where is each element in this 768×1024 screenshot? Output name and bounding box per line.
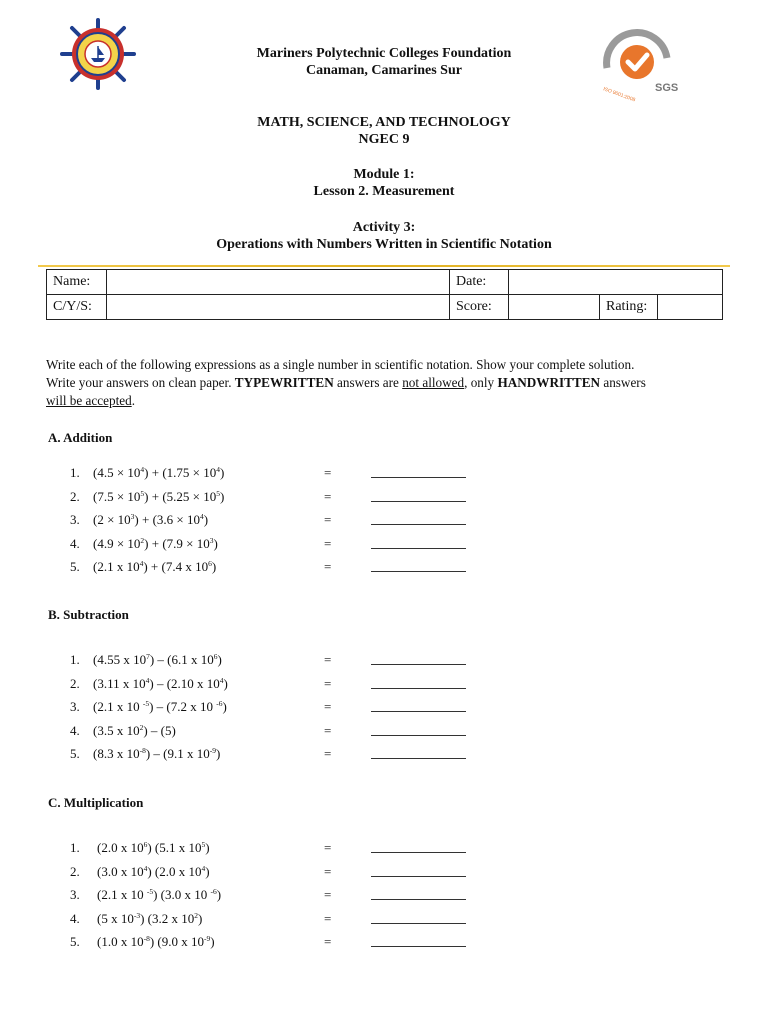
equals-sign: = xyxy=(324,465,332,480)
typewritten-emphasis: TYPEWRITTEN xyxy=(234,375,334,390)
answer-blank[interactable] xyxy=(371,711,466,712)
exercise-item xyxy=(0,864,768,882)
answer-blank[interactable] xyxy=(371,548,466,549)
exponent: 2 xyxy=(194,910,199,920)
instruction-text: answers xyxy=(600,375,646,390)
score-field[interactable] xyxy=(509,295,600,320)
answer-blank[interactable] xyxy=(371,477,466,478)
exponent: 4 xyxy=(145,675,150,685)
answer-blank[interactable] xyxy=(371,946,466,947)
answer-blank[interactable] xyxy=(371,876,466,877)
exponent: -9 xyxy=(204,934,211,944)
equals-sign: = xyxy=(324,910,332,926)
exponent: -9 xyxy=(209,746,217,756)
expression: $(4.5 \times 10^4) + (1.75 \times 10^4)$ xyxy=(93,465,225,480)
equals-sign: = xyxy=(324,887,332,903)
exponent: 3 xyxy=(130,512,135,522)
not-allowed-emphasis: not allowed xyxy=(402,375,465,390)
exponent: 4 xyxy=(139,559,144,569)
item-number: 2. xyxy=(70,488,80,504)
answer-blank[interactable] xyxy=(371,664,466,665)
course-code: NGEC 9 xyxy=(358,132,410,147)
item-number: 1. xyxy=(70,652,80,667)
section-title: B. Subtraction xyxy=(48,607,129,622)
answer-blank[interactable] xyxy=(371,899,466,900)
exponent: -3 xyxy=(133,910,141,920)
expression: (2.0 x $10^6$) (5.1 x $10^5$) xyxy=(97,840,210,855)
expression: (3.11 x $10^4) - (2.10$ x $10^4$) xyxy=(93,675,228,691)
item-number: 4. xyxy=(70,535,80,551)
expression: $(4.9 \times 10^2) + (7.9 \times 10^3)$ xyxy=(93,535,218,551)
instruction-line-3 xyxy=(46,392,736,410)
date-label: Date: xyxy=(450,270,509,295)
rating-label: Rating: xyxy=(600,295,658,320)
item-number: 2. xyxy=(70,675,80,691)
item-number: 2. xyxy=(70,863,80,879)
item-number: 1. xyxy=(70,840,80,855)
expression: (1.0 x $10^{-8}$) (9.0 x $10^{-9}$) xyxy=(97,934,215,950)
exponent: 3 xyxy=(209,535,214,545)
item-number: 3. xyxy=(70,887,80,903)
exercise-item xyxy=(0,911,768,929)
exercise-item xyxy=(0,676,768,694)
accepted-emphasis: will be accepted xyxy=(46,393,132,408)
section-title: A. Addition xyxy=(48,430,113,445)
equals-sign: = xyxy=(324,863,332,879)
instruction-line-1: Write each of the following expressions as a single number in scientific notation. Show your complete solution. xyxy=(46,357,635,372)
equals-sign: = xyxy=(324,535,332,551)
header-divider xyxy=(38,265,730,267)
expression: (3.5 x $10^2) - (5)$ xyxy=(93,722,176,738)
exercise-item xyxy=(0,652,768,670)
exponent: -8 xyxy=(143,934,150,944)
exponent: 4 xyxy=(216,465,220,474)
exercise-item xyxy=(0,840,768,858)
instructions xyxy=(46,356,736,410)
item-number: 5. xyxy=(70,746,80,762)
exponent: 4 xyxy=(201,863,206,873)
expression: (2.1 x $10^4) + (7.4$ x $10^6$) xyxy=(93,559,217,575)
exponent: -8 xyxy=(139,746,146,756)
expression: $(2 \times 10^3) + (3.6 \times 10^4)$ xyxy=(93,512,209,528)
cys-label: C/Y/S: xyxy=(47,295,107,320)
equals-sign: = xyxy=(324,746,332,762)
item-number: 3. xyxy=(70,699,80,715)
expression: (8.3 x $10^{-8}) - (9.1$ x $10^{-9}$) xyxy=(93,746,221,762)
expression: (2.1 x 10 $^{-5}$) – (7.2 x 10 $^{-6}$) xyxy=(93,699,227,715)
expression: (4.55 x $10^7) - (6.1$ x $10^6$) xyxy=(93,652,222,667)
exponent: 2 xyxy=(140,535,145,545)
equals-sign: = xyxy=(324,699,332,715)
header-module xyxy=(0,166,768,200)
exponent: 4 xyxy=(219,675,224,685)
exercise-item xyxy=(0,723,768,741)
instruction-text: answers are xyxy=(333,375,403,390)
exponent: -5 xyxy=(146,887,154,897)
exponent: 5 xyxy=(140,488,145,498)
exercise-item xyxy=(0,746,768,764)
header-course xyxy=(0,114,768,148)
item-number: 3. xyxy=(70,512,80,528)
equals-sign: = xyxy=(324,934,332,950)
section-title: C. Multiplication xyxy=(48,795,144,810)
rating-field[interactable] xyxy=(658,295,723,320)
exercise-item xyxy=(0,559,768,577)
equals-sign: = xyxy=(324,675,332,691)
expression: (2.1 x 10 $^{-5}$) (3.0 x 10 $^{-6}$) xyxy=(97,887,222,903)
equals-sign: = xyxy=(324,512,332,528)
exponent: 6 xyxy=(213,652,218,661)
exponent: 6 xyxy=(143,840,148,849)
header-activity xyxy=(0,219,768,253)
exponent: -6 xyxy=(216,699,223,709)
answer-blank[interactable] xyxy=(371,758,466,759)
expression: (3.0 x $10^4$) (2.0 x $10^4$) xyxy=(97,863,210,879)
header-school xyxy=(0,45,768,79)
date-field[interactable] xyxy=(509,270,723,295)
school-address: Canaman, Camarines Sur xyxy=(306,63,462,78)
score-label: Score: xyxy=(450,295,509,320)
equals-sign: = xyxy=(324,840,332,855)
item-number: 4. xyxy=(70,910,80,926)
exercise-item xyxy=(0,536,768,554)
handwritten-emphasis: HANDWRITTEN xyxy=(497,375,601,390)
school-name: Mariners Polytechnic Colleges Foundation xyxy=(256,46,512,61)
answer-blank[interactable] xyxy=(371,524,466,525)
name-label: Name: xyxy=(47,270,107,295)
item-number: 5. xyxy=(70,934,80,950)
item-number: 5. xyxy=(70,559,80,575)
subject-title: MATH, SCIENCE, AND TECHNOLOGY xyxy=(257,115,511,130)
answer-blank[interactable] xyxy=(371,688,466,689)
exercise-item xyxy=(0,887,768,905)
answer-blank[interactable] xyxy=(371,852,466,853)
activity-title: Operations with Numbers Written in Scientific Notation xyxy=(216,237,552,252)
activity-label: Activity 3: xyxy=(352,220,416,235)
equals-sign: = xyxy=(324,488,332,504)
module-label: Module 1: xyxy=(353,167,415,182)
expression: $(7.5 \times 10^5) + (5.25 \times 10^5)$ xyxy=(93,488,225,504)
cys-field[interactable] xyxy=(107,295,450,320)
exercise-item xyxy=(0,699,768,717)
exponent: 7 xyxy=(146,652,150,661)
lesson-label: Lesson 2. Measurement xyxy=(313,184,455,199)
exercise-item xyxy=(0,512,768,530)
student-info-table xyxy=(46,269,723,320)
exponent: -6 xyxy=(210,887,217,897)
answer-blank[interactable] xyxy=(371,501,466,502)
instruction-text: . xyxy=(131,393,135,408)
answer-blank[interactable] xyxy=(371,571,466,572)
sgs-logo-text: SGS xyxy=(655,82,679,94)
equals-sign: = xyxy=(324,652,332,667)
item-number: 1. xyxy=(70,465,80,480)
answer-blank[interactable] xyxy=(371,923,466,924)
equals-sign: = xyxy=(324,722,332,738)
name-field[interactable] xyxy=(107,270,450,295)
exercise-item xyxy=(0,465,768,483)
item-number: 4. xyxy=(70,722,80,738)
exponent: -5 xyxy=(142,699,150,709)
exponent: 6 xyxy=(208,559,212,569)
exponent: 4 xyxy=(143,863,148,873)
exponent: 4 xyxy=(200,512,204,522)
expression: (5 x $10^{-3}$) (3.2 x $10^2$) xyxy=(97,910,203,926)
exponent: 5 xyxy=(216,488,220,498)
instruction-text: , only xyxy=(464,375,498,390)
instruction-text: Write your answers on clean paper. xyxy=(46,375,235,390)
answer-blank[interactable] xyxy=(371,735,466,736)
iso-arc-text: ISO 9001:2008 xyxy=(602,86,636,104)
exponent: 5 xyxy=(201,840,206,849)
exercise-item xyxy=(0,489,768,507)
exponent: 2 xyxy=(139,722,144,732)
exercise-item xyxy=(0,934,768,952)
equals-sign: = xyxy=(324,559,332,575)
instruction-line-2 xyxy=(46,374,736,392)
exponent: 4 xyxy=(140,465,145,474)
